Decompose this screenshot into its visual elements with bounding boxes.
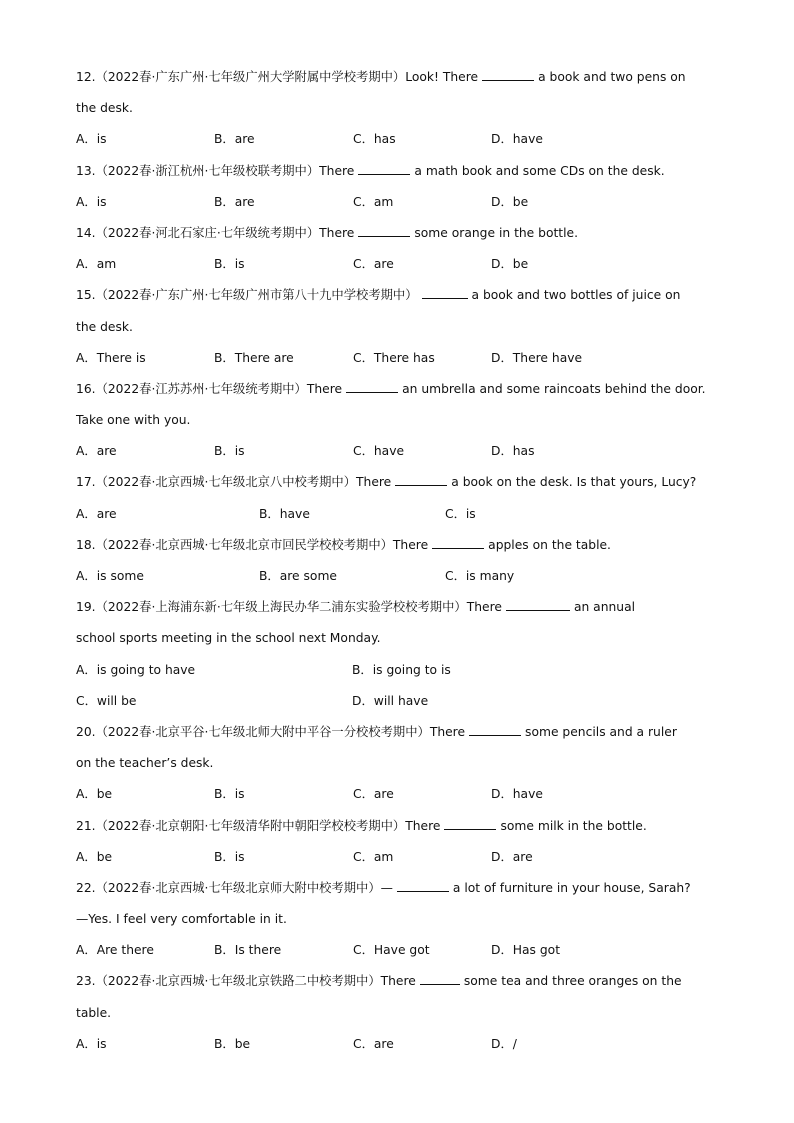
answer-blank [422,285,468,299]
question-text-post: some milk in the bottle. [500,818,647,833]
question-19-continuation: school sports meeting in the school next Monday. [76,631,381,646]
options-row [76,187,726,218]
question-15-continuation: the desk. [76,319,133,334]
question-17 [76,467,726,498]
question-text-pre: There [356,475,392,490]
question-number: 19. [76,600,96,615]
question-number: 13. [76,163,96,178]
option-a[interactable]: A．is [76,1036,107,1051]
answer-blank [482,67,534,81]
options-row [76,935,726,966]
option-d[interactable]: D．has [491,444,535,459]
option-a[interactable]: A．There is [76,350,146,365]
answer-blank [420,971,460,985]
answer-blank [432,535,484,549]
question-text-pre: Look! There [405,70,479,84]
option-a[interactable]: A．am [76,257,117,272]
question-text-post: some pencils and a ruler [525,724,677,739]
question-text-pre: There [466,600,502,615]
option-c[interactable]: C．Have got [353,943,430,958]
question-list [76,62,726,1060]
question-number: 18. [76,537,96,552]
question-22-continuation: —Yes. I feel very comfortable in it. [76,912,287,927]
question-20 [76,717,726,748]
question-text-pre: — [380,880,393,895]
question-text-pre: There [319,225,355,240]
option-b[interactable]: B．are some [259,569,338,583]
option-c[interactable]: C．is many [445,569,515,583]
question-number: 21. [76,818,96,833]
option-c[interactable]: C．are [353,1036,394,1051]
option-d[interactable]: D．are [491,849,533,864]
option-b[interactable]: B．is going to is [352,662,451,677]
question-number: 17. [76,475,96,490]
question-23 [76,966,726,997]
question-text-post: an annual [573,600,636,615]
option-b[interactable]: B．is [214,849,245,864]
question-source: （2022春·广东广州·七年级广州市第八十九中学校考期中） [95,288,418,303]
option-a[interactable]: A．be [76,849,113,864]
answer-blank [444,816,496,830]
option-a[interactable]: A．is [76,194,107,209]
option-c[interactable]: C．is [445,506,476,521]
answer-blank [506,597,570,611]
option-d[interactable]: D．be [491,194,529,209]
question-number: 22. [76,880,96,895]
option-a[interactable]: A．is [76,132,107,147]
question-text-pre: There [405,818,441,833]
question-source: （2022春·北京朝阳·七年级清华附中朝阳学校校考期中） [95,818,406,833]
option-b[interactable]: B．have [259,506,310,521]
option-c[interactable]: C．are [353,787,394,802]
question-text-post: a lot of furniture in your house, Sarah? [452,880,691,895]
answer-blank [397,878,449,892]
question-18 [76,530,726,561]
answer-blank [469,722,521,736]
option-d[interactable]: D．will have [352,693,429,708]
question-16 [76,374,726,405]
question-number: 14. [76,225,96,240]
option-c[interactable]: C．am [353,849,394,864]
option-d[interactable]: D．Has got [491,943,561,958]
options-row [76,842,726,873]
question-source: （2022春·北京西城·七年级北京市回民学校校考期中） [95,537,393,552]
option-c[interactable]: C．has [353,132,396,147]
question-21 [76,811,726,842]
question-source: （2022春·广东广州·七年级广州大学附属中学校考期中） [95,70,406,84]
question-number: 16. [76,381,96,396]
option-c[interactable]: C．There has [353,350,435,365]
options-row [76,655,726,686]
question-16-continuation: Take one with you. [76,413,191,428]
question-text-pre: There [306,381,343,396]
option-d[interactable]: D．have [491,787,543,802]
question-text-post: a book and two bottles of juice on [471,288,681,303]
question-text-pre: There [429,724,466,739]
question-text-post: a book and two pens on [538,70,686,84]
option-c[interactable]: C．are [353,257,394,272]
option-a[interactable]: A．Are there [76,943,154,958]
option-d[interactable]: D．There have [491,350,583,365]
option-b[interactable]: B．is [214,444,245,459]
option-d[interactable]: D．have [491,132,543,147]
question-source: （2022春·上海浦东新·七年级上海民办华二浦东实验学校校考期中） [95,600,467,615]
question-12 [76,62,726,93]
option-c[interactable]: C．have [353,444,405,459]
question-text-post: an umbrella and some raincoats behind the door. [402,381,706,396]
options-row [76,499,726,530]
options-row [76,124,726,155]
option-c[interactable]: C．am [353,194,394,209]
question-19 [76,592,726,623]
option-b[interactable]: B．is [214,787,245,802]
options-row [76,343,726,374]
question-number: 12. [76,70,96,84]
option-c[interactable]: C．will be [76,693,137,708]
options-row [76,561,726,592]
options-row [76,1029,726,1060]
option-b[interactable]: B．There are [214,350,294,365]
question-text-post: a math book and some CDs on the desk. [414,163,665,178]
question-source: （2022春·北京西城·七年级北京八中校考期中） [95,475,357,490]
question-text-pre: There [392,537,429,552]
option-a[interactable]: A．are [76,444,117,459]
question-source: （2022春·浙江杭州·七年级校联考期中） [95,163,320,178]
option-a[interactable]: A．are [76,506,117,521]
question-text-pre: There [319,163,355,178]
option-b[interactable]: B．Is there [214,943,282,958]
options-row [76,779,726,810]
question-13 [76,156,726,187]
question-number: 15. [76,288,96,303]
answer-blank [358,223,410,237]
question-text-post: apples on the table. [488,537,611,552]
question-text-post: some tea and three oranges on the [463,974,682,989]
question-source: （2022春·北京西城·七年级北京师大附中校考期中） [95,880,381,895]
question-source: （2022春·江苏苏州·七年级统考期中） [95,381,307,396]
option-b[interactable]: B．be [214,1036,251,1051]
options-row [76,686,726,717]
question-text-post: some orange in the bottle. [414,225,579,240]
question-source: （2022春·北京西城·七年级北京铁路二中校考期中） [95,974,381,989]
question-14 [76,218,726,249]
question-15 [76,280,726,311]
question-23-continuation: table. [76,1005,112,1020]
option-b[interactable]: B．are [214,132,255,147]
option-d[interactable]: D．/ [491,1036,517,1051]
question-20-continuation: on the teacher’s desk. [76,756,214,771]
question-text-pre: There [380,974,416,989]
question-text-post: a book on the desk. Is that yours, Lucy? [451,475,697,490]
question-22 [76,873,726,904]
question-number: 20. [76,724,96,739]
answer-blank [346,379,398,393]
options-row [76,436,726,467]
question-source: （2022春·河北石家庄·七年级统考期中） [95,225,320,240]
answer-blank [395,472,447,486]
option-a[interactable]: A．is going to have [76,662,196,677]
option-a[interactable]: A．be [76,787,113,802]
option-b[interactable]: B．are [214,194,255,209]
option-d[interactable]: D．be [491,257,529,272]
option-a[interactable]: A．is some [76,569,144,583]
answer-blank [358,161,410,175]
option-b[interactable]: B．is [214,257,245,272]
options-row [76,249,726,280]
question-12-continuation: the desk. [76,101,133,116]
question-source: （2022春·北京平谷·七年级北师大附中平谷一分校校考期中） [95,724,430,739]
question-number: 23. [76,974,96,989]
